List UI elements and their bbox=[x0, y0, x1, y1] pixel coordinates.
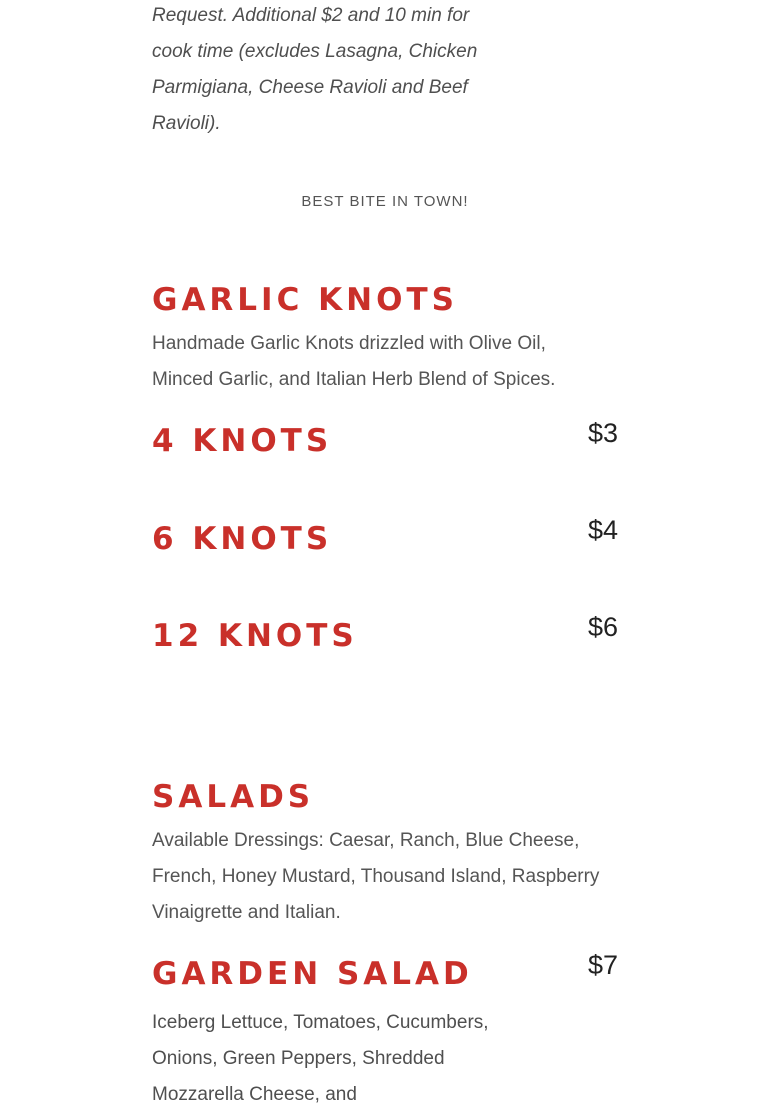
section-description-salads: Available Dressings: Caesar, Ranch, Blue Cheese, French, Honey Mustard, Thousand Island, Raspberry Vinaigrette and Italian. bbox=[152, 830, 600, 923]
tagline: BEST BITE IN TOWN! bbox=[301, 193, 469, 210]
menu-item-description: Iceberg Lettuce, Tomatoes, Cucumbers, Onions, Green Peppers, Shredded Mozzarella Cheese, and bbox=[152, 1012, 489, 1105]
cook-time-note: Request. Additional $2 and 10 min for cook time (excludes Lasagna, Chicken Parmigiana, Cheese Ravioli and Beef Ravioli). bbox=[152, 5, 478, 134]
menu-item-name: 12 KNOTS bbox=[152, 618, 358, 654]
menu-item-price: $7 bbox=[587, 950, 618, 980]
menu-item-price: $3 bbox=[587, 418, 618, 448]
section-title-garlic-knots: GARLIC KNOTS bbox=[152, 282, 458, 318]
menu-item-price: $4 bbox=[587, 515, 618, 545]
section-description-garlic-knots: Handmade Garlic Knots drizzled with Olive Oil, Minced Garlic, and Italian Herb Blend of Spices. bbox=[152, 333, 556, 390]
menu-item-name: 4 KNOTS bbox=[152, 423, 333, 459]
section-title-salads: SALADS bbox=[152, 779, 315, 815]
menu-item-price: $6 bbox=[587, 612, 618, 642]
menu-item-name: GARDEN SALAD bbox=[152, 956, 473, 992]
menu-item-name: 6 KNOTS bbox=[152, 521, 333, 557]
